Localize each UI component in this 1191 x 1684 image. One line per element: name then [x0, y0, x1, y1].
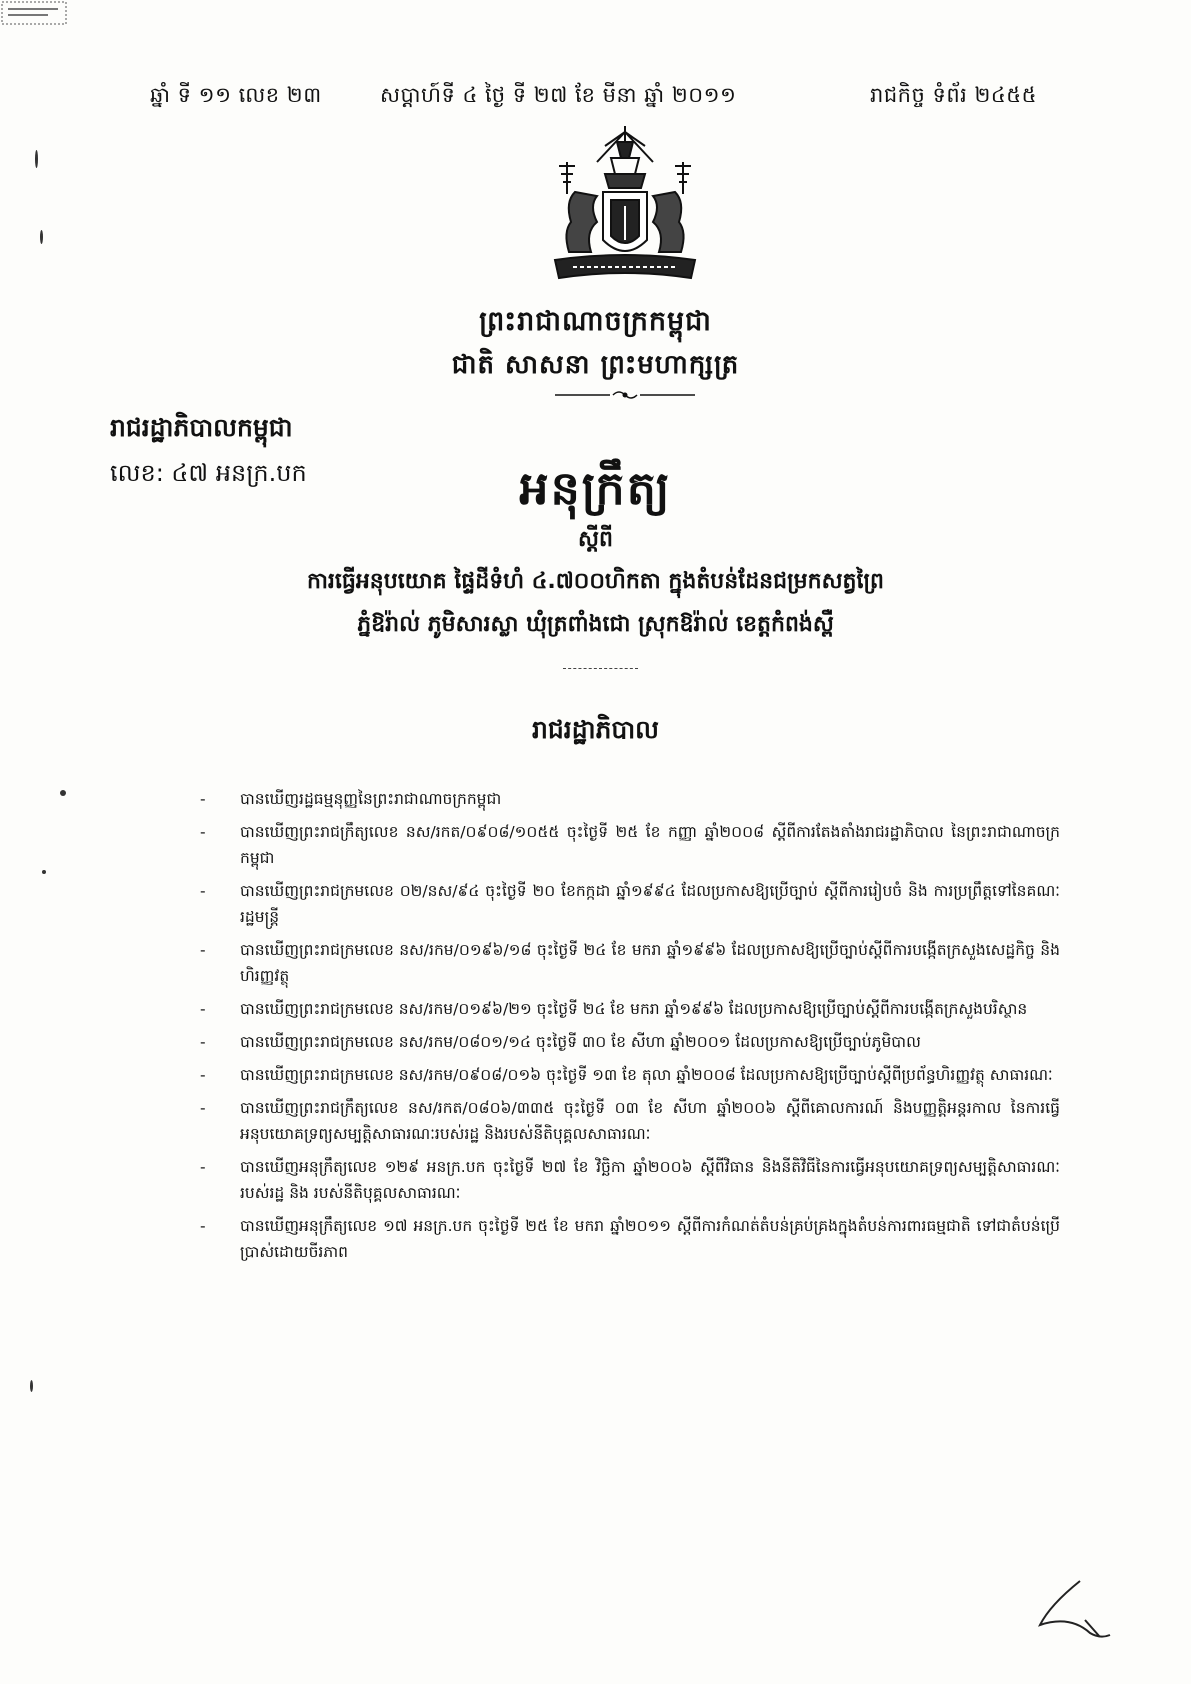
- scan-speck: [60, 790, 66, 796]
- preamble-clause: [200, 786, 1060, 812]
- preamble-clause: [200, 937, 1060, 989]
- preamble-clause: [200, 1213, 1060, 1265]
- issuer-heading: រាជរដ្ឋាភិបាល: [532, 715, 659, 744]
- preamble-clause: [200, 1062, 1060, 1088]
- clause-text: បានឃើញព្រះរាជក្រមលេខ ០២/នស/៩៤ ចុះថ្ងៃទី ២០ ខែកក្កដា ឆ្នាំ១៩៩៤ ដែលប្រកាសឱ្យប្រើច្បាប់ ស្តីពីការរៀបចំ និង ការប្រព្រឹត្តទៅនៃគណៈរដ្ឋមន្ត្រី: [240, 882, 1060, 926]
- bullet-dash: -: [200, 1158, 206, 1176]
- preamble-clause: [200, 1095, 1060, 1147]
- subject-divider: [563, 668, 638, 669]
- preamble-clause: [200, 878, 1060, 930]
- national-motto: ជាតិ សាសនា ព្រះមហាក្សត្រ: [451, 350, 740, 380]
- bullet-dash: -: [200, 941, 206, 959]
- gazette-date: សប្តាហ៍ទី ៤ ថ្ងៃ ទី ២៧ ខែ មីនា ឆ្នាំ ២០១១: [380, 83, 737, 107]
- bullet-dash: -: [200, 790, 206, 808]
- clause-text: បានឃើញអនុក្រឹត្យលេខ ១៧ អនក្រ.បក ចុះថ្ងៃទី ២៥ ខែ មករា ឆ្នាំ២០១១ ស្តីពីការកំណត់តំបន់គ្រប់គ្រងក្នុងតំបន់ការពារធម្មជាតិ ទៅជាតំបន់ប្រើប្រាស់ដោយចីរភាព: [240, 1217, 1060, 1261]
- government-name: រាជរដ្ឋាភិបាលកម្ពុជា: [110, 413, 293, 442]
- bullet-dash: -: [200, 1066, 206, 1084]
- clause-text: បានឃើញព្រះរាជក្រមលេខ នស/រកម/០១៩៦/២១ ចុះថ្ងៃទី ២៤ ខែ មករា ឆ្នាំ១៩៩៦ ដែលប្រកាសឱ្យប្រើច្បាប់ស្តីពីការបង្កើតក្រសួងបរិស្ថាន: [240, 1000, 1028, 1018]
- clause-text: បានឃើញរដ្ឋធម្មនុញ្ញនៃព្រះរាជាណាចក្រកម្ពុជា: [240, 790, 502, 808]
- bullet-dash: -: [200, 882, 206, 900]
- clause-text: បានឃើញព្រះរាជក្រមលេខ នស/រកម/០៨០១/១៤ ចុះថ្ងៃទី ៣០ ខែ សីហា ឆ្នាំ២០០១ ដែលប្រកាសឱ្យប្រើច្បាប់ភូមិបាល: [240, 1033, 921, 1051]
- preamble-clause: [200, 1029, 1060, 1055]
- scan-speck: [30, 1380, 33, 1392]
- royal-arms-emblem: [545, 122, 705, 292]
- subject-label: ស្តីពី: [578, 527, 613, 552]
- reference-number: លេខ: ៤៧ អនក្រ.បក: [110, 459, 307, 487]
- preamble-clause: [200, 1154, 1060, 1206]
- clause-text: បានឃើញព្រះរាជក្រឹត្យលេខ នស/រកត/០៨០៦/៣៣៥ ចុះថ្ងៃទី ០៣ ខែ សីហា ឆ្នាំ២០០៦ ស្តីពីគោលការណ៍ និងបញ្ញត្តិអន្តរកាល នៃការធ្វើអនុបយោគទ្រព្យសម្បត្តិសាធារណៈរបស់រដ្ឋ និងរបស់នីតិបុគ្គលសាធារណៈ: [240, 1099, 1060, 1143]
- preamble-clauses: [200, 786, 1060, 1272]
- preamble-clause: [200, 819, 1060, 871]
- kingdom-title: ព្រះរាជាណាចក្រកម្ពុជា: [479, 306, 712, 337]
- scan-speck: [35, 150, 38, 168]
- document-type-title: អនុក្រឹត្យ: [519, 461, 672, 515]
- ornament-divider: [555, 388, 695, 402]
- scan-speck: [42, 870, 46, 874]
- gazette-page: រាជកិច្ច ទំព័រ ២៤៥៥: [870, 83, 1037, 107]
- bullet-dash: -: [200, 823, 206, 841]
- bullet-dash: -: [200, 1000, 206, 1018]
- scan-speck: [40, 230, 43, 244]
- subject-line-2: ភ្នំឱរ៉ាល់ ភូមិសារស្លា ឃុំត្រពាំងជោ ស្រុកឱរ៉ាល់ ខេត្តកំពង់ស្ពឺ: [357, 612, 834, 637]
- clause-text: បានឃើញព្រះរាជក្រឹត្យលេខ នស/រកត/០៩០៨/១០៥៥ ចុះថ្ងៃទី ២៥ ខែ កញ្ញា ឆ្នាំ២០០៨ ស្តីពីការតែងតាំងរាជរដ្ឋាភិបាល នៃព្រះរាជាណាចក្រកម្ពុជា: [240, 823, 1060, 867]
- clause-text: បានឃើញព្រះរាជក្រមលេខ នស/រកម/០១៩៦/១៨ ចុះថ្ងៃទី ២៤ ខែ មករា ឆ្នាំ១៩៩៦ ដែលប្រកាសឱ្យប្រើច្បាប់ស្តីពីការបង្កើតក្រសួងសេដ្ឋកិច្ច និង ហិរញ្ញវត្ថុ: [240, 941, 1060, 985]
- clause-text: បានឃើញព្រះរាជក្រមលេខ នស/រកម/០៩០៨/០១៦ ចុះថ្ងៃទី ១៣ ខែ តុលា ឆ្នាំ២០០៨ ដែលប្រកាសឱ្យប្រើច្បាប់ស្តីពីប្រព័ន្ធហិរញ្ញវត្ថុ សាធារណៈ: [240, 1066, 1053, 1084]
- bullet-dash: -: [200, 1033, 206, 1051]
- initials-mark: [1030, 1575, 1120, 1645]
- scan-artifact: [0, 0, 70, 28]
- clause-text: បានឃើញអនុក្រឹត្យលេខ ១២៩ អនក្រ.បក ចុះថ្ងៃទី ២៧ ខែ វិច្ឆិកា ឆ្នាំ២០០៦ ស្តីពីវិធាន និងនីតិវិធីនៃការធ្វើអនុបយោគទ្រព្យសម្បត្តិសាធារណៈរបស់រដ្ឋ និង របស់នីតិបុគ្គលសាធារណៈ: [240, 1158, 1060, 1202]
- subject-line-1: ការធ្វើអនុបយោគ ផ្ទៃដីទំហំ ៤.៧០០ហិកតា ក្នុងតំបន់ដែនជម្រកសត្វព្រៃ: [306, 569, 885, 594]
- bullet-dash: -: [200, 1099, 206, 1117]
- bullet-dash: -: [200, 1217, 206, 1235]
- preamble-clause: [200, 996, 1060, 1022]
- gazette-issue: ឆ្នាំ ទី ១១ លេខ ២៣: [150, 83, 322, 107]
